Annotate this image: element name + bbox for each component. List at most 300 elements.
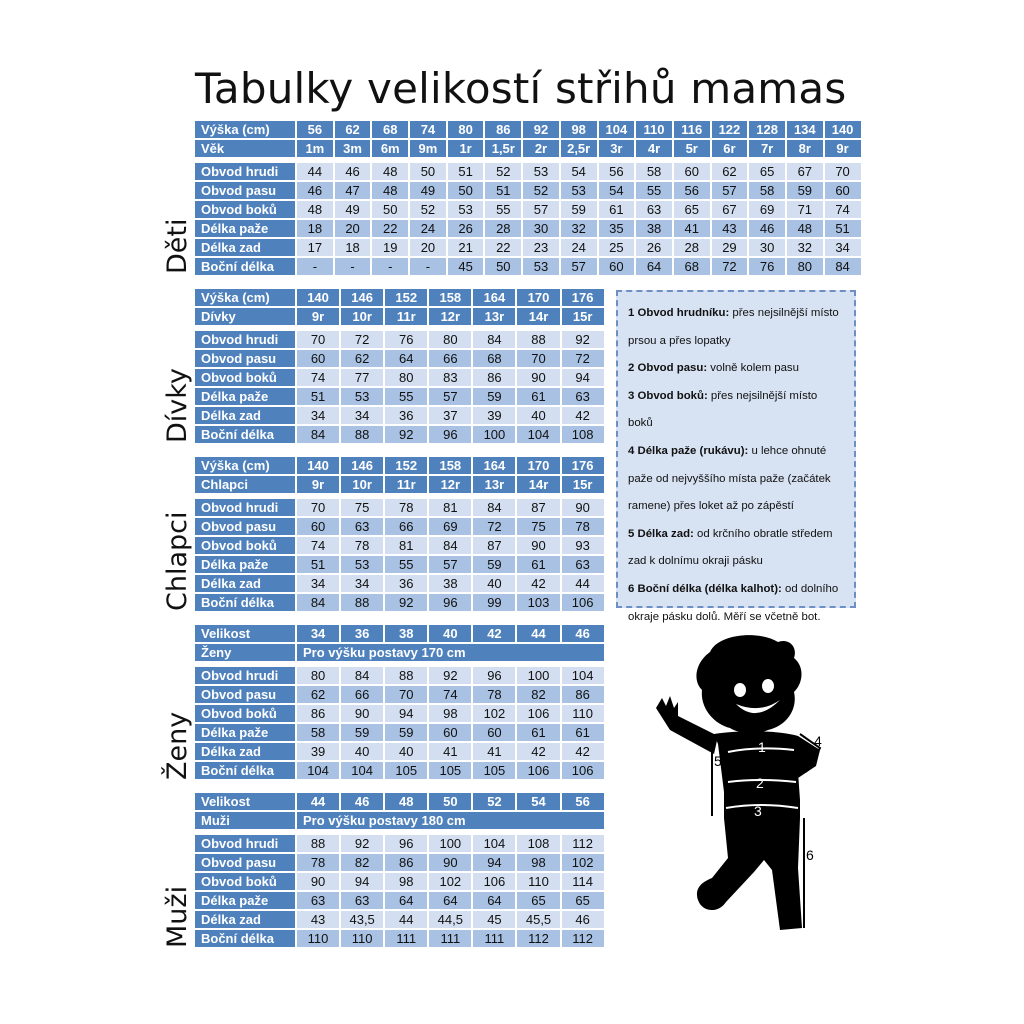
table-cell: 12r: [429, 476, 473, 495]
row-header: Muži: [195, 812, 297, 831]
table-cell: 78: [562, 518, 606, 537]
legend-text: od dolního okraje pásku dolů. Měří se včetně bot.: [628, 582, 839, 623]
table-cell: 56: [562, 793, 606, 812]
row-header: Obvod boků: [195, 705, 297, 724]
table-cell: 49: [335, 201, 373, 220]
table-cell: 20: [335, 220, 373, 239]
table-cell: 68: [473, 350, 517, 369]
table-cell: 111: [385, 930, 429, 949]
table-cell: 86: [385, 854, 429, 873]
row-header: Délka paže: [195, 724, 297, 743]
table-cell: 90: [562, 499, 606, 518]
row-header: Výška (cm): [195, 457, 297, 476]
row-header: Obvod pasu: [195, 854, 297, 873]
table-cell: 50: [429, 793, 473, 812]
table-row: [195, 239, 863, 258]
table-cell: 11r: [385, 476, 429, 495]
table-row: [195, 667, 606, 686]
table-cell: 84: [825, 258, 863, 277]
table-cell: 59: [341, 724, 385, 743]
figure-number-5: 5: [714, 753, 722, 769]
row-header: Obvod hrudi: [195, 163, 297, 182]
table-cell: 65: [517, 892, 561, 911]
table-cell: 57: [429, 556, 473, 575]
table-cell: 1m: [297, 140, 335, 159]
table-cell: 62: [297, 686, 341, 705]
size-table: [195, 289, 606, 445]
table-cell: 98: [517, 854, 561, 873]
table-cell: 105: [429, 762, 473, 781]
table-row: [195, 369, 606, 388]
table-cell: 45: [473, 911, 517, 930]
table-cell: 9r: [297, 308, 341, 327]
table-cell: 72: [712, 258, 750, 277]
table-cell: 152: [385, 457, 429, 476]
table-cell: 54: [517, 793, 561, 812]
table-cell: 110: [297, 930, 341, 949]
legend-term: 6 Boční délka (délka kalhot):: [628, 582, 782, 595]
table-cell: 30: [749, 239, 787, 258]
table-cell: 76: [385, 331, 429, 350]
table-cell: 59: [473, 388, 517, 407]
table-cell: 90: [429, 854, 473, 873]
row-header: Obvod hrudi: [195, 331, 297, 350]
table-cell: 102: [473, 705, 517, 724]
table-cell: 42: [562, 407, 606, 426]
table-cell: 164: [473, 289, 517, 308]
table-cell: 146: [341, 289, 385, 308]
table-cell: 88: [341, 426, 385, 445]
row-header: Chlapci: [195, 476, 297, 495]
table-cell: 26: [448, 220, 486, 239]
table-cell: 86: [485, 121, 523, 140]
table-cell: 44: [297, 793, 341, 812]
table-cell: 58: [297, 724, 341, 743]
table-cell: 100: [473, 426, 517, 445]
table-row: [195, 220, 863, 239]
table-cell: 94: [385, 705, 429, 724]
table-row: [195, 575, 606, 594]
row-header: Výška (cm): [195, 289, 297, 308]
page-title: Tabulky velikostí střihů mamas: [195, 64, 847, 113]
table-cell: 10r: [341, 476, 385, 495]
figure-number-4: 4: [814, 733, 822, 749]
table-row: [195, 140, 863, 159]
table-cell: 71: [787, 201, 825, 220]
table-cell: 40: [429, 625, 473, 644]
table-cell: 146: [341, 457, 385, 476]
table-cell: 6m: [372, 140, 410, 159]
figure-number-6: 6: [806, 847, 814, 863]
table-cell: 66: [429, 350, 473, 369]
table-cell: 98: [561, 121, 599, 140]
measurement-legend: [616, 290, 856, 623]
section-label: Děti: [162, 218, 193, 274]
table-cell: 92: [385, 594, 429, 613]
table-cell: 45,5: [517, 911, 561, 930]
table-cell: 34: [825, 239, 863, 258]
row-header: Boční délka: [195, 762, 297, 781]
table-cell: 22: [372, 220, 410, 239]
table-cell: 158: [429, 289, 473, 308]
table-cell: 140: [297, 289, 341, 308]
table-cell: 44: [562, 575, 606, 594]
table-cell: 65: [674, 201, 712, 220]
table-cell: 67: [712, 201, 750, 220]
table-cell: 94: [473, 854, 517, 873]
table-row: [195, 289, 606, 308]
figure-eye-right: [762, 679, 774, 693]
table-cell: 44,5: [429, 911, 473, 930]
table-cell: 51: [448, 163, 486, 182]
table-cell: 63: [562, 556, 606, 575]
table-cell: 59: [561, 201, 599, 220]
table-cell: 6r: [712, 140, 750, 159]
row-header: Délka paže: [195, 220, 297, 239]
table-cell: 34: [341, 575, 385, 594]
table-cell: 64: [385, 892, 429, 911]
table-cell: 84: [297, 426, 341, 445]
table-cell: 28: [485, 220, 523, 239]
row-header: Obvod boků: [195, 873, 297, 892]
table-cell: 9m: [410, 140, 448, 159]
table-cell: 104: [341, 762, 385, 781]
table-cell: 46: [562, 625, 606, 644]
legend-term: 4 Délka paže (rukávu):: [628, 444, 749, 457]
table-cell: 14r: [517, 476, 561, 495]
table-cell: 3r: [599, 140, 637, 159]
row-header: Obvod pasu: [195, 350, 297, 369]
table-cell: 57: [523, 201, 561, 220]
table-row: [195, 911, 606, 930]
figure-number-1: 1: [758, 739, 766, 755]
table-cell: 96: [385, 835, 429, 854]
row-header: Obvod boků: [195, 201, 297, 220]
table-cell: 61: [517, 388, 561, 407]
table-cell: 60: [674, 163, 712, 182]
section-label: Ženy: [162, 711, 193, 780]
table-cell: 170: [517, 457, 561, 476]
table-cell: 15r: [562, 308, 606, 327]
table-cell: 42: [473, 625, 517, 644]
row-header: Boční délka: [195, 594, 297, 613]
table-cell: 86: [473, 369, 517, 388]
table-cell: 96: [429, 426, 473, 445]
table-cell: 4r: [636, 140, 674, 159]
table-cell: 60: [825, 182, 863, 201]
size-table: [195, 457, 606, 613]
table-cell: 105: [473, 762, 517, 781]
table-cell: 11r: [385, 308, 429, 327]
table-row: [195, 499, 606, 518]
table-cell: 100: [517, 667, 561, 686]
figure-eye-left: [734, 683, 746, 697]
table-cell: 5r: [674, 140, 712, 159]
table-cell: 49: [410, 182, 448, 201]
table-cell: 18: [297, 220, 335, 239]
figure-legs: [697, 818, 802, 930]
table-cell: 43: [712, 220, 750, 239]
table-cell: 110: [517, 873, 561, 892]
table-cell: 44: [297, 163, 335, 182]
table-row: [195, 724, 606, 743]
table-cell: 104: [473, 835, 517, 854]
table-cell: 75: [517, 518, 561, 537]
table-row: [195, 163, 863, 182]
section-label: Dívky: [162, 368, 193, 443]
legend-item: [628, 438, 844, 521]
table-cell: 106: [517, 705, 561, 724]
table-cell: 108: [562, 426, 606, 445]
table-row: [195, 426, 606, 445]
legend-item: [628, 576, 844, 631]
table-cell: 50: [485, 258, 523, 277]
legend-text: od krčního obratle středem zad k dolnímu okraji pásku: [628, 527, 833, 568]
table-row: [195, 705, 606, 724]
table-cell: 92: [341, 835, 385, 854]
table-cell: 48: [372, 163, 410, 182]
table-cell: 83: [429, 369, 473, 388]
table-cell: 104: [297, 762, 341, 781]
row-header: Výška (cm): [195, 121, 297, 140]
table-cell: 57: [712, 182, 750, 201]
row-header: Velikost: [195, 625, 297, 644]
table-cell: 78: [341, 537, 385, 556]
table-cell: 78: [473, 686, 517, 705]
table-cell: 104: [517, 426, 561, 445]
table-cell: 32: [561, 220, 599, 239]
legend-item: [628, 355, 844, 383]
table-row: [195, 121, 863, 140]
span-cell: Pro výšku postavy 180 cm: [297, 812, 606, 831]
table-cell: 64: [385, 350, 429, 369]
table-cell: 41: [674, 220, 712, 239]
figure-number-2: 2: [756, 775, 764, 791]
table-cell: 99: [473, 594, 517, 613]
table-cell: 38: [429, 575, 473, 594]
table-cell: 63: [297, 892, 341, 911]
table-cell: 65: [562, 892, 606, 911]
table-cell: 70: [297, 331, 341, 350]
table-cell: 106: [562, 762, 606, 781]
table-cell: 63: [341, 518, 385, 537]
table-cell: -: [335, 258, 373, 277]
table-cell: 56: [674, 182, 712, 201]
table-cell: 28: [674, 239, 712, 258]
table-cell: 59: [385, 724, 429, 743]
table-cell: 48: [372, 182, 410, 201]
table-cell: 72: [341, 331, 385, 350]
table-cell: 63: [562, 388, 606, 407]
child-figure-illustration: [648, 632, 838, 937]
table-cell: 19: [372, 239, 410, 258]
table-cell: 55: [485, 201, 523, 220]
table-cell: 26: [636, 239, 674, 258]
table-cell: 69: [429, 518, 473, 537]
legend-item: [628, 521, 844, 576]
table-row: [195, 308, 606, 327]
table-cell: 74: [825, 201, 863, 220]
table-cell: 74: [429, 686, 473, 705]
table-cell: 24: [561, 239, 599, 258]
table-cell: 53: [561, 182, 599, 201]
table-cell: 106: [562, 594, 606, 613]
table-cell: 76: [749, 258, 787, 277]
legend-item: [628, 300, 844, 355]
table-cell: 40: [473, 575, 517, 594]
table-cell: 63: [341, 892, 385, 911]
table-cell: 17: [297, 239, 335, 258]
table-row: [195, 518, 606, 537]
size-table: [195, 625, 606, 781]
table-cell: 170: [517, 289, 561, 308]
table-cell: 8r: [787, 140, 825, 159]
table-cell: 98: [429, 705, 473, 724]
table-cell: 13r: [473, 476, 517, 495]
table-cell: 80: [787, 258, 825, 277]
table-cell: 105: [385, 762, 429, 781]
table-cell: 93: [562, 537, 606, 556]
legend-term: 3 Obvod boků:: [628, 389, 708, 402]
size-table: [195, 793, 606, 949]
table-cell: 81: [385, 537, 429, 556]
table-cell: 86: [562, 686, 606, 705]
table-cell: 59: [473, 556, 517, 575]
table-row: [195, 644, 606, 663]
table-cell: 42: [517, 743, 561, 762]
table-cell: 22: [485, 239, 523, 258]
table-cell: 15r: [562, 476, 606, 495]
table-cell: 100: [429, 835, 473, 854]
legend-text: přes nejsilnější místo prsou a přes lopatky: [628, 307, 839, 347]
row-header: Délka paže: [195, 892, 297, 911]
table-cell: 68: [674, 258, 712, 277]
row-header: Délka paže: [195, 556, 297, 575]
row-header: Obvod hrudi: [195, 835, 297, 854]
table-cell: 36: [385, 407, 429, 426]
table-cell: 61: [599, 201, 637, 220]
table-cell: 36: [385, 575, 429, 594]
table-cell: 75: [341, 499, 385, 518]
table-cell: 38: [385, 625, 429, 644]
table-cell: 46: [297, 182, 335, 201]
table-cell: 9r: [825, 140, 863, 159]
table-cell: 69: [749, 201, 787, 220]
table-row: [195, 686, 606, 705]
row-header: Délka paže: [195, 388, 297, 407]
table-cell: 61: [517, 556, 561, 575]
figure-head: [696, 635, 801, 733]
table-cell: 110: [562, 705, 606, 724]
table-cell: 61: [517, 724, 561, 743]
table-cell: 60: [429, 724, 473, 743]
table-cell: 1,5r: [485, 140, 523, 159]
row-header: Obvod boků: [195, 369, 297, 388]
table-cell: -: [297, 258, 335, 277]
table-row: [195, 201, 863, 220]
table-cell: 106: [517, 762, 561, 781]
table-cell: 20: [410, 239, 448, 258]
table-cell: 41: [429, 743, 473, 762]
table-cell: 110: [636, 121, 674, 140]
size-table: [195, 121, 863, 277]
row-header: Dívky: [195, 308, 297, 327]
table-cell: 41: [473, 743, 517, 762]
table-cell: 25: [599, 239, 637, 258]
table-cell: 53: [341, 556, 385, 575]
table-cell: 52: [473, 793, 517, 812]
legend-term: 1 Obvod hrudníku:: [628, 307, 730, 319]
table-cell: 134: [787, 121, 825, 140]
row-header: Délka zad: [195, 407, 297, 426]
table-cell: 84: [473, 331, 517, 350]
table-cell: 78: [385, 499, 429, 518]
table-cell: 98: [385, 873, 429, 892]
row-header: Délka zad: [195, 911, 297, 930]
table-cell: 2r: [523, 140, 561, 159]
table-cell: 48: [297, 201, 335, 220]
table-cell: 84: [341, 667, 385, 686]
table-cell: 106: [473, 873, 517, 892]
table-cell: 84: [429, 537, 473, 556]
table-row: [195, 892, 606, 911]
row-header: Obvod pasu: [195, 686, 297, 705]
table-cell: 50: [448, 182, 486, 201]
table-cell: 112: [517, 930, 561, 949]
row-header: Délka zad: [195, 575, 297, 594]
table-cell: 53: [523, 163, 561, 182]
table-cell: 50: [410, 163, 448, 182]
row-header: Obvod boků: [195, 537, 297, 556]
section-label: Chlapci: [162, 511, 193, 611]
table-cell: 53: [523, 258, 561, 277]
table-cell: 82: [517, 686, 561, 705]
table-cell: 68: [372, 121, 410, 140]
table-cell: 36: [341, 625, 385, 644]
table-cell: 61: [562, 724, 606, 743]
table-cell: -: [410, 258, 448, 277]
table-cell: 38: [636, 220, 674, 239]
table-cell: 88: [297, 835, 341, 854]
table-cell: 42: [517, 575, 561, 594]
table-row: [195, 625, 606, 644]
table-cell: 90: [517, 369, 561, 388]
table-cell: 24: [410, 220, 448, 239]
table-cell: -: [372, 258, 410, 277]
table-cell: 37: [429, 407, 473, 426]
table-cell: 18: [335, 239, 373, 258]
table-cell: 21: [448, 239, 486, 258]
table-cell: 90: [297, 873, 341, 892]
table-cell: 92: [523, 121, 561, 140]
table-cell: 30: [523, 220, 561, 239]
table-cell: 66: [385, 518, 429, 537]
table-cell: 84: [297, 594, 341, 613]
table-cell: 94: [562, 369, 606, 388]
table-row: [195, 388, 606, 407]
table-cell: 80: [297, 667, 341, 686]
table-cell: 62: [335, 121, 373, 140]
table-cell: 55: [385, 388, 429, 407]
table-cell: 14r: [517, 308, 561, 327]
table-cell: 140: [297, 457, 341, 476]
row-header: Obvod pasu: [195, 182, 297, 201]
table-row: [195, 594, 606, 613]
table-cell: 104: [599, 121, 637, 140]
table-cell: 87: [473, 537, 517, 556]
table-cell: 48: [787, 220, 825, 239]
table-cell: 96: [473, 667, 517, 686]
